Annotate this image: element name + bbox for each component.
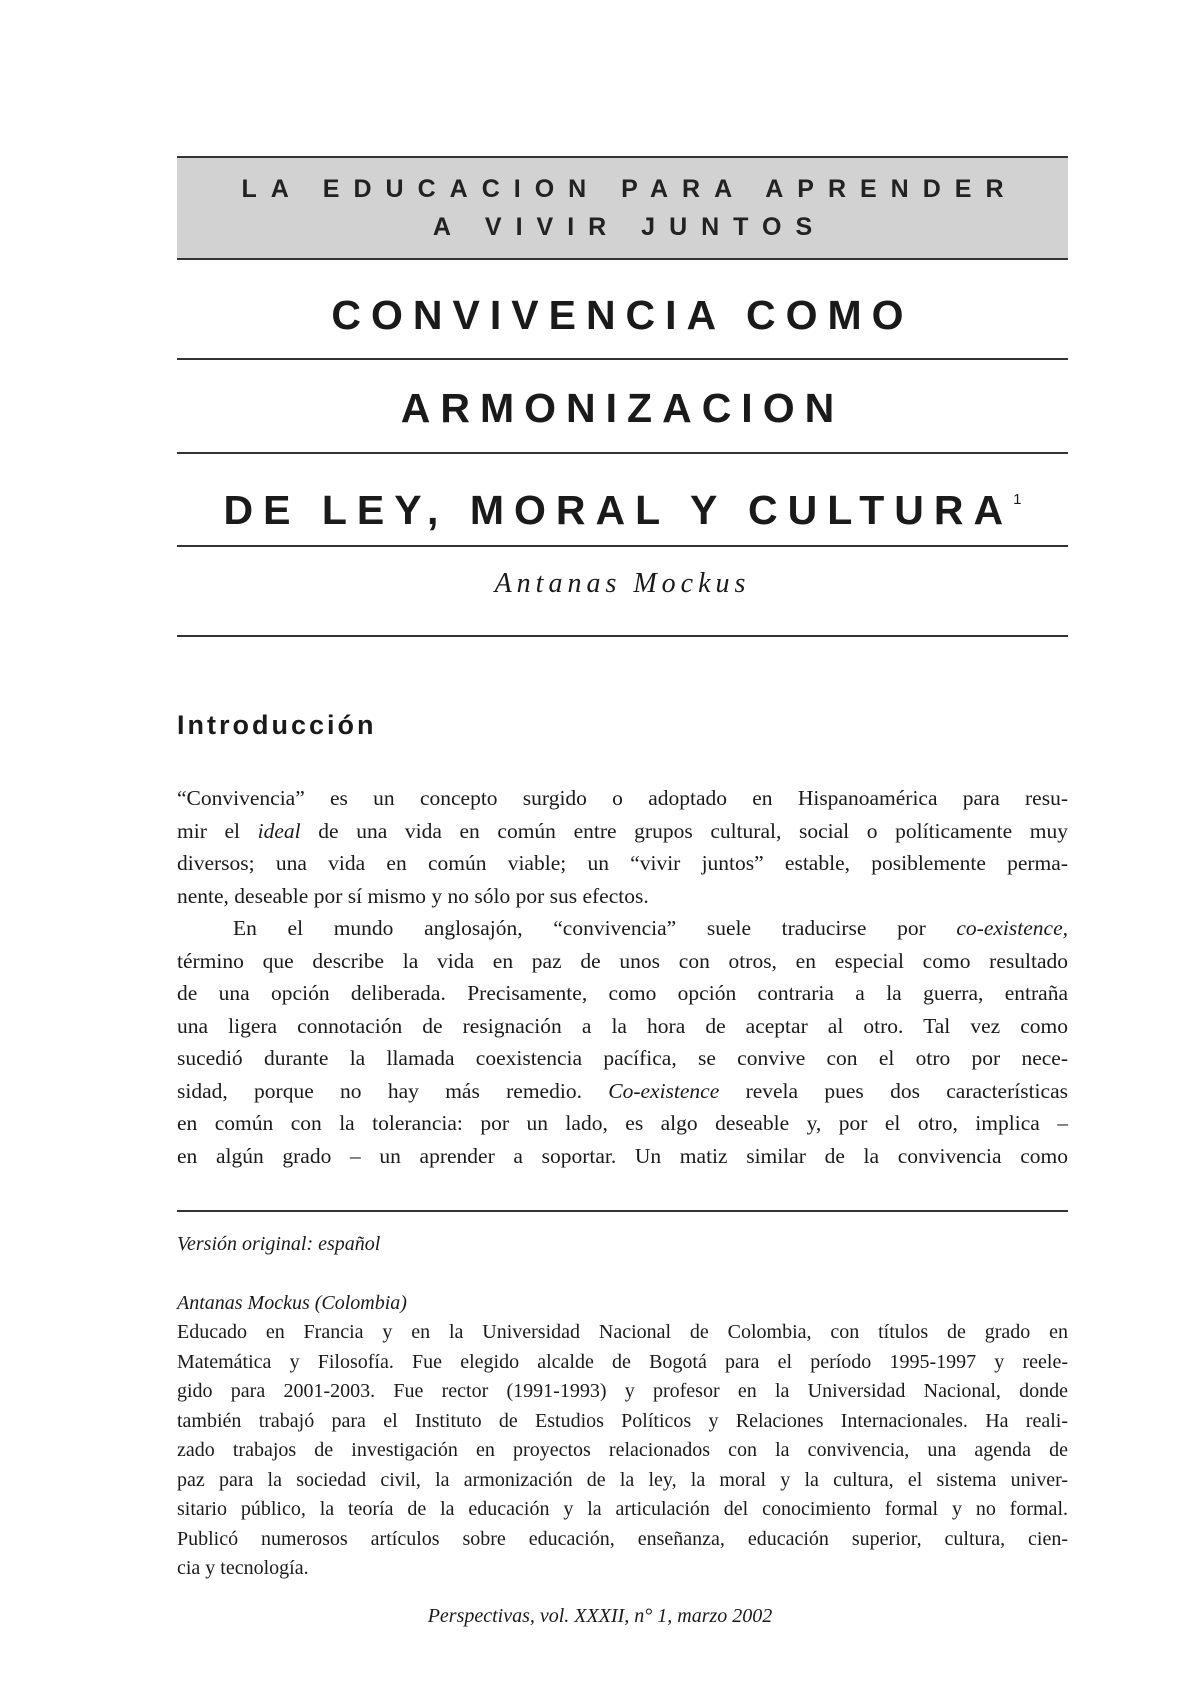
bio-line-5: zado trabajos de investigación en proyectos relacionados con la convivencia, una agenda de [177,1439,1068,1461]
paragraph-2-line-7: en común con la tolerancia: por un lado, es algo deseable y, por el otro, implica – [177,1111,1068,1135]
section-heading: Introducción [177,710,377,740]
author-origin: Antanas Mockus (Colombia) [177,1291,407,1314]
series-title-line-2: A VIVIR JUNTOS [432,213,827,241]
paragraph-2-line-2: término que describe la vida en paz de unos con otros, en especial como resultado [177,948,1068,973]
article-title-line-3 [177,475,1068,535]
bio-line-4: también trabajó para el Instituto de Estudios Políticos y Relaciones Internacionales. Ha reali- [177,1409,1068,1432]
notes-spacer [177,1260,1068,1289]
paragraph-2-line-3: de una opción deliberada. Precisamente, como opción contraria a la guerra, entraña [177,981,1068,1005]
footnote-marker[interactable]: 1 [1013,491,1022,508]
paragraph-1-line-2: mir el ideal de una vida en común entre grupos cultural, social o políticamente muy [177,818,1068,843]
original-version-note: Versión original: español [177,1233,381,1255]
title-divider-3 [177,545,1068,547]
bio-line-6: paz para la sociedad civil, la armonización de la ley, la moral y la cultura, el sistema univer- [177,1468,1068,1491]
paragraph-2-line-5: sucedió durante la llamada coexistencia pacífica, se convive con el otro por nece- [177,1046,1068,1070]
body-text [177,782,1068,1172]
paragraph-2-line-8: en algún grado – un aprender a soportar. Un matiz similar de la convivencia como [177,1143,1068,1168]
paragraph-2-line-1: En el mundo anglosajón, “convivencia” suele traducirse por co-existence, [233,916,1068,940]
paragraph-2-line-6: sidad, porque no hay más remedio. Co-existence revela pues dos características [177,1078,1068,1103]
bio-line-2: Matemática y Filosofía. Fue elegido alcalde de Bogotá para el período 1995-1997 y reele- [177,1350,1068,1373]
bio-line-1: Educado en Francia y en la Universidad Nacional de Colombia, con títulos de grado en [177,1321,1068,1343]
paragraph-1-line-1: “Convivencia” es un concepto surgido o adoptado en Hispanoamérica para resu- [177,786,1068,810]
bio-line-8: Publicó numerosos artículos sobre educación, enseñanza, educación superior, cultura, cien- [177,1527,1068,1550]
series-banner [177,156,1068,260]
article-title-line-3-text: DE LEY, MORAL Y CULTURA [223,487,1014,533]
title-divider-1 [177,358,1068,360]
article-title-line-2: ARMONIZACION [400,385,845,431]
article-title-line-1: CONVIVENCIA COMO [331,292,914,338]
paragraph-2-line-4: una ligera connotación de resignación a la hora de aceptar al otro. Tal vez como [177,1013,1068,1038]
bio-line-7: sitario público, la teoría de la educación y la articulación del conocimiento formal y no formal. [177,1498,1068,1520]
title-divider-2 [177,452,1068,454]
author-divider [177,635,1068,637]
bio-line-3: gido para 2001-2003. Fue rector (1991-1993) y profesor en la Universidad Nacional, donde [177,1380,1068,1402]
author-notes [177,1230,1068,1584]
bio-line-9: cia y tecnología. [177,1557,309,1579]
footnote-divider [177,1210,1068,1212]
series-title-line-1: LA EDUCACION PARA APRENDER [241,175,1018,203]
paragraph-1-line-4: nente, deseable por sí mismo y no sólo por sus efectos. [177,883,649,908]
author-name: Antanas Mockus [494,568,751,599]
journal-footer: Perspectivas, vol. XXXII, n° 1, marzo 2002 [427,1605,773,1627]
paragraph-1-line-3: diversos; una vida en común viable; un “vivir juntos” estable, posiblemente perma- [177,851,1068,875]
